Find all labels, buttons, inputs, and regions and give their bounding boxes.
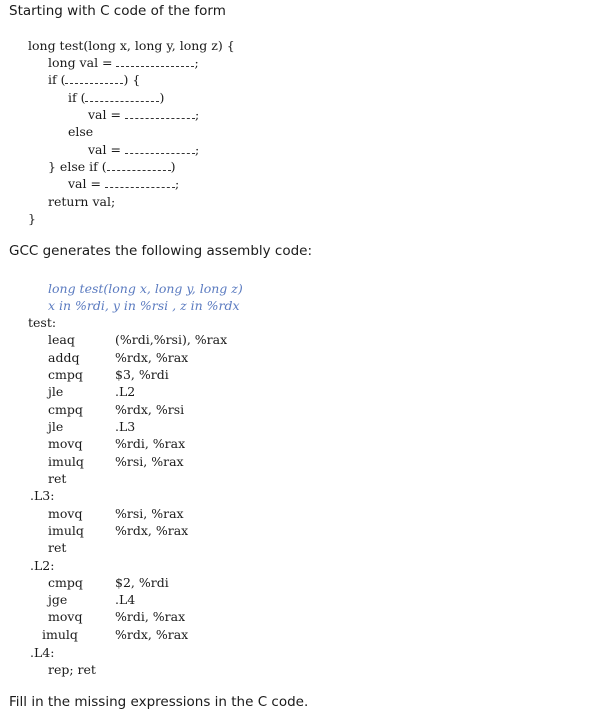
asm-label: test:	[28, 315, 57, 330]
asm-operands: .L2	[115, 384, 136, 399]
c-line-signature: long test(long x, long y, long z) {	[28, 38, 235, 53]
asm-opcode: cmpq	[48, 402, 83, 417]
asm-opcode: cmpq	[48, 575, 83, 590]
asm-operands: (%rdi,%rsi), %rax	[115, 332, 228, 347]
c-line-if-1: if ( ) {	[48, 72, 141, 87]
asm-label: .L3:	[30, 488, 55, 503]
blank-4	[125, 107, 195, 119]
asm-opcode: cmpq	[48, 367, 83, 382]
c-line-val-2: val = ;	[88, 142, 200, 157]
c-line-else-if: } else if ( )	[48, 159, 176, 174]
c-line-return: return val;	[48, 194, 116, 209]
asm-operands: %rdx, %rax	[115, 627, 189, 642]
outro-text: Fill in the missing expressions in the C code.	[9, 694, 309, 710]
asm-operands: %rdi, %rax	[115, 436, 186, 451]
asm-signature-line-1: long test(long x, long y, long z)	[48, 281, 243, 296]
asm-opcode: jle	[48, 419, 64, 434]
asm-operands: $2, %rdi	[115, 575, 169, 590]
asm-operands: %rdx, %rax	[115, 523, 189, 538]
intro-text: Starting with C code of the form	[9, 3, 226, 19]
asm-label: .L2:	[30, 558, 55, 573]
asm-opcode: movq	[48, 436, 83, 451]
asm-operands: $3, %rdi	[115, 367, 169, 382]
c-line-if-2: if ( )	[68, 90, 165, 105]
blank-6	[107, 159, 171, 171]
blank-2	[65, 72, 123, 84]
asm-opcode: imulq	[42, 627, 78, 642]
c-line-val-3: val = ;	[68, 176, 180, 191]
asm-opcode: rep; ret	[48, 662, 96, 677]
blank-3	[85, 90, 159, 102]
asm-opcode: ret	[48, 471, 67, 486]
c-line-val-1: val = ;	[88, 107, 200, 122]
asm-operands: %rsi, %rax	[115, 506, 184, 521]
c-line-else: else	[68, 124, 94, 139]
c-line-val-decl: long val = ;	[48, 55, 199, 70]
asm-signature-line-2: x in %rdi, y in %rsi , z in %rdx	[48, 298, 240, 313]
asm-opcode: movq	[48, 609, 83, 624]
asm-opcode: jle	[48, 384, 64, 399]
asm-opcode: addq	[48, 350, 80, 365]
asm-operands: %rsi, %rax	[115, 454, 184, 469]
blank-5	[125, 142, 195, 154]
asm-operands: .L3	[115, 419, 136, 434]
asm-operands: .L4	[115, 592, 136, 607]
c-line-close-brace: }	[28, 211, 36, 226]
blank-1	[116, 55, 194, 67]
asm-operands: %rdi, %rax	[115, 609, 186, 624]
asm-opcode: imulq	[48, 523, 84, 538]
gcc-text: GCC generates the following assembly code:	[9, 243, 313, 259]
asm-operands: %rdx, %rsi	[115, 402, 185, 417]
asm-opcode: jge	[48, 592, 68, 607]
blank-7	[105, 176, 175, 188]
asm-opcode: leaq	[48, 332, 75, 347]
asm-opcode: movq	[48, 506, 83, 521]
asm-opcode: imulq	[48, 454, 84, 469]
asm-operands: %rdx, %rax	[115, 350, 189, 365]
asm-opcode: ret	[48, 540, 67, 555]
asm-label: .L4:	[30, 645, 55, 660]
